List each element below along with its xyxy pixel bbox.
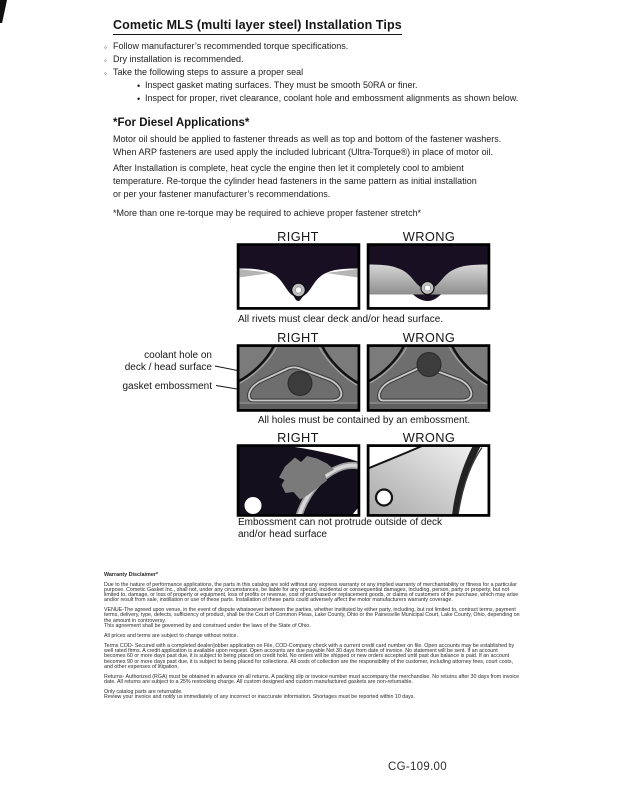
- list-item: [104, 54, 518, 67]
- protrusion-diagram-right: [238, 446, 359, 516]
- paragraph-line: or per your fastener manufacturer’s recommendations.: [113, 189, 331, 199]
- diagram-caption: All rivets must clear deck and/or head surface.: [238, 314, 444, 325]
- legal-paragraph: VENUE-The agreed upon venue, in the event of dispute whatsoever between the parties, whether instituted by either party, including, but not limited to, contract terms, payment terms, delivery, type, defects, sufficiency of product, shall be the Court of Common Pleas, Lake County, Ohio or the Painesville Municipal Court, Lake County, Ohio, depending on the amount in controversy.: [104, 607, 520, 624]
- warranty-heading: Warranty Disclaimer*: [104, 572, 159, 578]
- bullet-icon: ◦: [104, 69, 107, 78]
- embossment-diagram-wrong: [368, 346, 489, 411]
- bullet-icon: ◦: [104, 56, 107, 65]
- paragraph-line: After Installation is complete, heat cycle the engine then let it completely cool to ambient: [113, 163, 464, 173]
- list-item-text: Inspect for proper, rivet clearance, coolant hole and embossment alignments as shown below.: [145, 93, 519, 103]
- wrong-label: WRONG: [402, 430, 456, 445]
- bolt-hole: [376, 490, 392, 506]
- rivet-diagram-right: [238, 245, 359, 309]
- diagram-row-embossment: [0, 329, 618, 429]
- rivet-diagram-wrong: [368, 245, 489, 309]
- list-item-text: Follow manufacturer’s recommended torque specifications.: [113, 41, 349, 51]
- list-item: [104, 80, 518, 93]
- coolant-hole-label: coolant hole on: [144, 350, 212, 361]
- embossment-diagram-right: [238, 346, 359, 411]
- right-label: RIGHT: [277, 229, 319, 244]
- diagram-row-protrusion: [0, 429, 618, 544]
- coolant-hole-label: deck / head surface: [124, 362, 212, 373]
- right-label: RIGHT: [277, 430, 319, 445]
- paragraph-retorque-note: [113, 208, 421, 221]
- bullet-icon: •: [137, 81, 141, 91]
- legal-section: [104, 572, 520, 700]
- legal-paragraph: Returns- Authorized (RGA) must be obtained in advance on all returns. A packing slip or invoice number must accompany the merchandise. No returns after 30 days from invoice date. All returns are subject to a 25% restocking charge. All custom designed and custom manufactured gaskets are non-returnable.: [104, 673, 520, 685]
- list-item: [104, 41, 518, 54]
- list-item-text: Take the following steps to assure a proper seal: [113, 67, 304, 77]
- legal-paragraph: Only catalog parts are returnable.: [104, 688, 183, 695]
- legal-paragraph: Review your invoice and notify us immediately of any incorrect or inaccurate information. Shortages must be reported within 10 days.: [104, 694, 415, 701]
- coolant-hole: [417, 353, 441, 377]
- legal-paragraph: This agreement shall be governed by and construed under the laws of the State of Ohio.: [104, 623, 311, 630]
- diagram-row-rivets: [0, 228, 618, 328]
- right-label: RIGHT: [277, 330, 319, 345]
- bullet-icon: •: [137, 94, 141, 104]
- coolant-hole: [288, 372, 312, 396]
- installation-tips-list: [104, 41, 518, 106]
- list-item-text: Dry installation is recommended.: [113, 54, 244, 64]
- paragraph-line: When ARP fasteners are used apply the included lubricant (Ultra-Torque®) in place of motor oil.: [113, 147, 494, 157]
- paragraph-line: *More than one re-torque may be required to achieve proper fastener stretch*: [113, 208, 422, 218]
- bolt-hole: [245, 497, 262, 514]
- legal-paragraph: Terms COD- Secured with a completed dealer/jobber application on File, COD-Company check with a current credit card number on file. Open accounts may be established by well rated firms. A credit application is available upon request. Open accounts are due payable Net 30 days from date of invoice. No statement will be sent. If an account becomes 60 or more days past due, it is subject to being placed on credit hold. No orders will be shipped or new orders accepted until past due balance is paid. If an account becomes 90 or more days past due, it is subject to being placed for collections. All costs of collection are the responsibility of the customer, including attorney fees, court costs, and other expenses of litigation.: [104, 642, 515, 670]
- legal-paragraph: Due to the nature of performance applications, the parts in this catalog are sold without any express warranty or any implied warranty of merchantability or fitness for a particular purpose. Cometic Gasket Inc., shall not, under any circumstances, be liable for any special, incidental or consequential damages, including, person, party or property, but not limited to, damage, or loss of property or equipment, loss of profits or revenue, cost of purchased or replacement goods, or claims of customers of the purchase, which may arise and/or result from sale, instillation or use of these parts. Installation of these parts could adversely affect the motor manufacturers warranty coverage.: [104, 581, 519, 604]
- protrusion-diagram-wrong: [368, 446, 489, 516]
- rivet: [292, 283, 306, 297]
- bullet-icon: ◦: [104, 43, 107, 52]
- page-title: Cometic MLS (multi layer steel) Installation Tips: [113, 18, 402, 35]
- paragraph-motor-oil: [113, 134, 501, 160]
- paragraph-heat-cycle: [113, 163, 477, 202]
- rivet: [421, 282, 434, 295]
- diagram-caption: Embossment can not protrude outside of deck: [238, 517, 443, 528]
- wrong-label: WRONG: [402, 229, 456, 244]
- paragraph-line: temperature. Re-torque the cylinder head fasteners in the same pattern as initial installation: [113, 176, 477, 186]
- list-item-text: Inspect gasket mating surfaces. They must be smooth 50RA or finer.: [145, 80, 418, 90]
- scan-artifact-mark: [0, 0, 7, 23]
- wrong-label: WRONG: [402, 330, 456, 345]
- page-code: CG-109.00: [388, 761, 447, 773]
- list-item: [104, 93, 518, 106]
- list-item: [104, 67, 518, 80]
- paragraph-line: Motor oil should be applied to fastener threads as well as top and bottom of the fastener washers.: [113, 134, 502, 144]
- diagram-caption: and/or head surface: [238, 529, 327, 540]
- gasket-embossment-label: gasket embossment: [122, 381, 212, 392]
- legal-paragraph: All prices and terms are subject to change without notice.: [104, 632, 238, 639]
- diagram-caption: All holes must be contained by an embossment.: [257, 415, 471, 426]
- diesel-heading: *For Diesel Applications*: [113, 117, 250, 129]
